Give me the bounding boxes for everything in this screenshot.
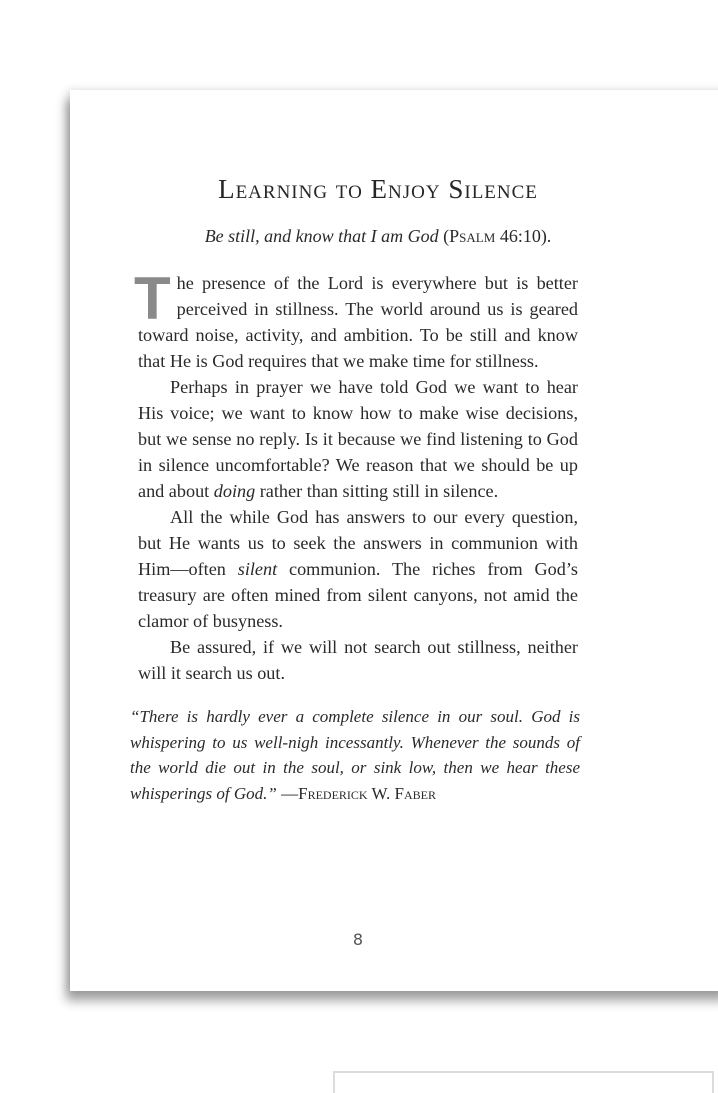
paragraph-2-text-a: Perhaps in prayer we have told God we want to hear His voice; we want to know how to make wise decisions, but we sense no reply. Is it because we find listening to God in silence uncomfortable? We reason that we should be up and about: [138, 377, 578, 501]
epigraph-ref-num: 46:10).: [495, 226, 552, 246]
paragraph-1: [134, 265, 578, 374]
paragraph-2-emphasis: doing: [213, 481, 256, 501]
page-number: 8: [352, 930, 364, 949]
page-title: Learning to Enjoy Silence: [218, 174, 538, 204]
epigraph-verse: Be still, and know that I am God: [204, 226, 439, 246]
paragraph-3-emphasis: silent: [237, 559, 278, 579]
paragraph-3-text-a: All the while God has answers to our every question, but He wants us to seek the answers in communion with Him—often: [138, 507, 578, 579]
paragraph-4: Be assured, if we will not search out stillness, neither will it search us out.: [138, 637, 578, 683]
body-text: [134, 265, 578, 686]
paragraph-3: [138, 504, 578, 634]
quote-text: “There is hardly ever a complete silence in our soul. God is whispering to us well-nigh incessantly. Whenever the sounds of the world die out in the soul, or sink low, then we hear these whisperings of God.”: [130, 707, 580, 803]
book-page: [70, 90, 718, 991]
next-page-edge: [333, 1071, 714, 1093]
quote-dash: —: [276, 783, 299, 803]
epigraph-ref-book: Psalm: [449, 226, 496, 246]
epigraph: [138, 226, 618, 247]
paragraph-1-text: he presence of the Lord is everywhere but is better perceived in stillness. The world around us is geared toward noise, activity, and ambition. To be still and know that He is God requires that we make time for stillness.: [138, 273, 578, 371]
paragraph-2-text-b: rather than sitting still in silence.: [255, 481, 499, 501]
quote-author: Frederick W. Faber: [298, 783, 436, 803]
epigraph-ref-open: (: [438, 226, 450, 246]
paragraph-3-text-b: communion. The riches from God’s treasury are often mined from silent canyons, not amid the clamor of busyness.: [138, 559, 578, 631]
closing-quote: [130, 704, 580, 806]
paragraph-2: [138, 374, 578, 504]
drop-cap: T: [134, 265, 171, 332]
